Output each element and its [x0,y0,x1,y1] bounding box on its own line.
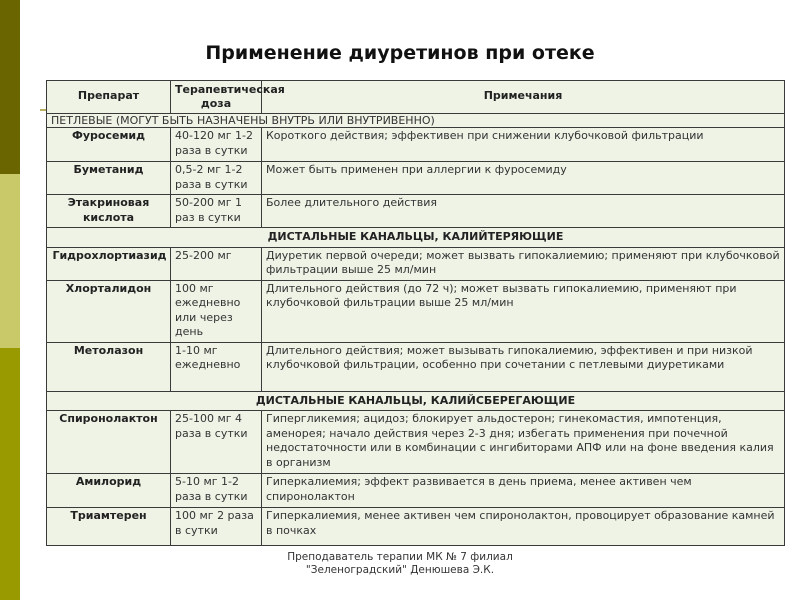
table-row [47,162,785,195]
drug-name: Буметанид [47,162,171,195]
header-drug: Препарат [47,81,171,114]
drug-note: Гипергликемия; ацидоз; блокирует альдостерон; гинекомастия, импотенция, аменорея; начало действия через 2-3 дня; избегать применения при почечной недостаточности или в комбинации с ингибиторами АПФ или на фоне введения калия в организм [262,411,785,474]
drug-note: Длительного действия (до 72 ч); может вызвать гипокалиемию, применяют при клубочковой фильтрации выше 25 мл/мин [262,280,785,342]
drug-note: Более длительного действия [262,195,785,228]
table-header-row [47,81,785,114]
drug-dose: 25-100 мг 4 раза в сутки [171,411,262,474]
drug-note: Может быть применен при аллергии к фуросемиду [262,162,785,195]
footer-line-2: "Зеленоградский" Денюшева Э.К. [305,564,495,576]
drug-note: Гиперкалиемия; эффект развивается в день приема, менее активен чем спиронолактон [262,474,785,508]
table-row [47,280,785,342]
drug-note: Длительного действия; может вызывать гипокалиемию, эффективен и при низкой клубочковой фильтрации, особенно при сочетании с петлевыми диуретиками [262,342,785,391]
group-label-loop: ПЕТЛЕВЫЕ (МОГУТ БЫТЬ НАЗНАЧЕНЫ ВНУТРЬ ИЛИ ВНУТРИВЕННО) [47,114,785,128]
drug-note: Гиперкалиемия, менее активен чем спиронолактон, провоцирует образование камней в почках [262,508,785,546]
table-row [47,195,785,228]
drug-note: Короткого действия; эффективен при снижении клубочковой фильтрации [262,128,785,162]
section-label-k-sparing: ДИСТАЛЬНЫЕ КАНАЛЬЦЫ, КАЛИЙСБЕРЕГАЮЩИЕ [47,391,785,411]
drug-dose: 50-200 мг 1 раз в сутки [171,195,262,228]
drug-dose: 100 мг 2 раза в сутки [171,508,262,546]
table-row [47,128,785,162]
drug-name: Этакриновая кислота [47,195,171,228]
footer-line-1: Преподаватель терапии МК № 7 филиал [287,551,513,563]
sidebar-stripe-light [0,174,20,348]
group-row-loop [47,114,785,128]
drug-name: Фуросемид [47,128,171,162]
drug-dose: 100 мг ежедневно или через день [171,280,262,342]
drug-name: Хлорталидон [47,280,171,342]
section-row-k-sparing [47,391,785,411]
drug-dose: 0,5-2 мг 1-2 раза в сутки [171,162,262,195]
drug-dose: 40-120 мг 1-2 раза в сутки [171,128,262,162]
drug-note: Диуретик первой очереди; может вызвать гипокалиемию; применяют при клубочковой фильтрации выше 25 мл/мин [262,247,785,280]
section-row-k-losing [47,228,785,248]
header-dose: Терапевтическая доза [171,81,262,114]
drug-dose: 25-200 мг [171,247,262,280]
table-row [47,508,785,546]
section-label-k-losing: ДИСТАЛЬНЫЕ КАНАЛЬЦЫ, КАЛИЙТЕРЯЮЩИЕ [47,228,785,248]
table-row [47,342,785,391]
drug-name: Триамтерен [47,508,171,546]
drug-dose: 1-10 мг ежедневно [171,342,262,391]
drug-name: Гидрохлортиазид [47,247,171,280]
sidebar-stripe-dark [0,0,20,174]
drug-dose: 5-10 мг 1-2 раза в сутки [171,474,262,508]
drug-name: Амилорид [47,474,171,508]
slide-title: Применение диуретинов при отеке [205,42,595,64]
header-notes: Примечания [262,81,785,114]
diuretics-table [46,80,785,546]
table-row [47,474,785,508]
drug-name: Спиронолактон [47,411,171,474]
footer-credit [0,551,800,577]
table-row [47,411,785,474]
drug-name: Метолазон [47,342,171,391]
table-row [47,247,785,280]
